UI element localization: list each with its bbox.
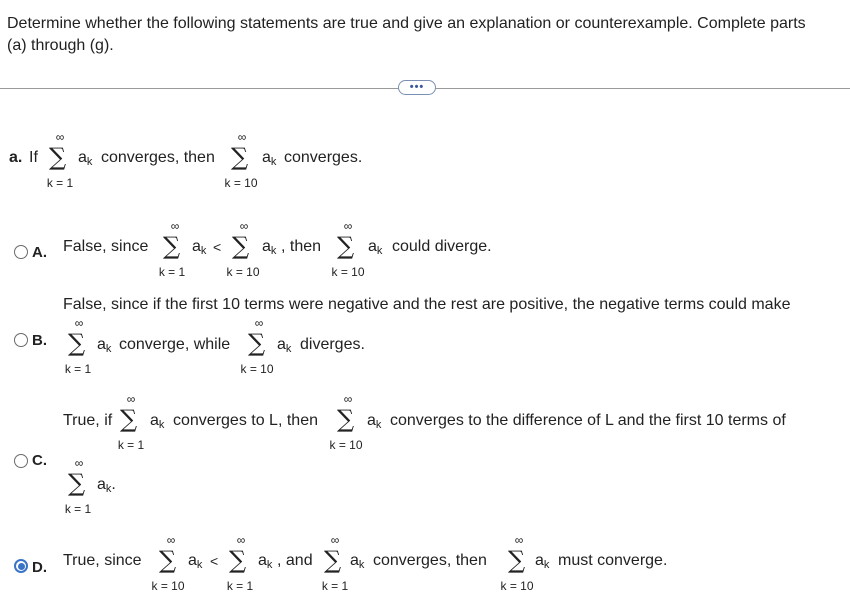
series-term: $a_k$ [262, 238, 277, 257]
less-than-symbol: < [210, 553, 219, 569]
sum-upper-limit: ∞ [236, 533, 246, 547]
sum-lower-limit: k = 10 [329, 438, 363, 452]
sum-lower-limit: k = 1 [158, 265, 186, 279]
option-b-text: diverges. [300, 336, 365, 353]
sum-lower-limit: k = 1 [321, 579, 349, 593]
series-term: $a_k$ [262, 149, 277, 168]
summation-symbol: ∑ [120, 405, 138, 433]
option-d-text: must converge. [558, 552, 668, 569]
summation-symbol: ∑ [68, 329, 86, 357]
option-d-text: , and [277, 552, 313, 569]
part-a-if: If [29, 149, 38, 166]
option-b-text: converge, while [119, 336, 231, 353]
sum-upper-limit: ∞ [343, 219, 353, 233]
option-a-letter: A. [32, 244, 47, 261]
summation-symbol: ∑ [337, 232, 355, 260]
part-a-text: converges, then [101, 149, 215, 166]
summation-symbol: ∑ [68, 469, 86, 497]
sum-upper-limit: ∞ [126, 392, 136, 406]
sum-upper-limit: ∞ [237, 130, 247, 144]
series-term: $a_k$ [192, 238, 207, 257]
series-term: $a_k$ [258, 552, 273, 571]
sum-lower-limit: k = 10 [331, 265, 365, 279]
series-term: $a_k$ [188, 552, 203, 571]
sum-upper-limit: ∞ [239, 219, 249, 233]
option-c-text: converges to the difference of L and the first 10 terms of [390, 412, 786, 429]
series-term: $a_k$ [150, 412, 165, 431]
option-b-radio[interactable] [14, 333, 28, 347]
summation-symbol: ∑ [324, 546, 342, 574]
sum-upper-limit: ∞ [254, 316, 264, 330]
sum-upper-limit: ∞ [514, 533, 524, 547]
summation-symbol: ∑ [49, 143, 67, 171]
sum-lower-limit: k = 10 [240, 362, 274, 376]
option-a-text: False, since [63, 238, 149, 255]
option-d-letter: D. [32, 559, 47, 576]
option-c-text: converges to L, then [173, 412, 318, 429]
option-d-radio[interactable] [14, 559, 28, 573]
sum-lower-limit: k = 1 [46, 176, 74, 190]
summation-symbol: ∑ [337, 405, 355, 433]
series-term: $a_k$. [97, 476, 116, 495]
option-b-letter: B. [32, 332, 47, 349]
option-b-text: False, since if the first 10 terms were negative and the rest are positive, the negative terms could make [63, 296, 791, 313]
summation-symbol: ∑ [508, 546, 526, 574]
sum-upper-limit: ∞ [343, 392, 353, 406]
series-term: $a_k$ [277, 336, 292, 355]
summation-symbol: ∑ [159, 546, 177, 574]
question-prompt: Determine whether the following statements are true and give an explanation or counterexample. Complete parts (a) through (g). [7, 15, 806, 54]
summation-symbol: ∑ [248, 329, 266, 357]
series-term: $a_k$ [78, 149, 93, 168]
more-options-button[interactable]: ••• [398, 80, 436, 95]
option-c-letter: C. [32, 452, 47, 469]
less-than-symbol: < [213, 239, 222, 255]
option-d-text: True, since [63, 552, 142, 569]
series-term: $a_k$ [97, 336, 112, 355]
sum-lower-limit: k = 1 [226, 579, 254, 593]
option-a-radio[interactable] [14, 245, 28, 259]
series-term: $a_k$ [535, 552, 550, 571]
sum-lower-limit: k = 10 [224, 176, 258, 190]
sum-upper-limit: ∞ [55, 130, 65, 144]
option-d-text: converges, then [373, 552, 487, 569]
sum-lower-limit: k = 1 [64, 362, 92, 376]
option-a-text: , then [281, 238, 322, 255]
option-c-radio[interactable] [14, 454, 28, 468]
series-term: $a_k$ [368, 238, 383, 257]
summation-symbol: ∑ [232, 232, 250, 260]
option-c-text: True, if [63, 412, 113, 429]
option-a-text: could diverge. [392, 238, 492, 255]
summation-symbol: ∑ [231, 143, 249, 171]
summation-symbol: ∑ [163, 232, 181, 260]
sum-lower-limit: k = 1 [64, 502, 92, 516]
sum-upper-limit: ∞ [74, 316, 84, 330]
series-term: $a_k$ [350, 552, 365, 571]
sum-upper-limit: ∞ [166, 533, 176, 547]
part-a-label: a. [9, 149, 23, 166]
sum-lower-limit: k = 10 [226, 265, 260, 279]
sum-lower-limit: k = 10 [500, 579, 534, 593]
sum-upper-limit: ∞ [74, 456, 84, 470]
summation-symbol: ∑ [229, 546, 247, 574]
sum-upper-limit: ∞ [330, 533, 340, 547]
series-term: $a_k$ [367, 412, 382, 431]
part-a-text: converges. [284, 149, 363, 166]
sum-upper-limit: ∞ [170, 219, 180, 233]
sum-lower-limit: k = 1 [117, 438, 145, 452]
sum-lower-limit: k = 10 [151, 579, 185, 593]
